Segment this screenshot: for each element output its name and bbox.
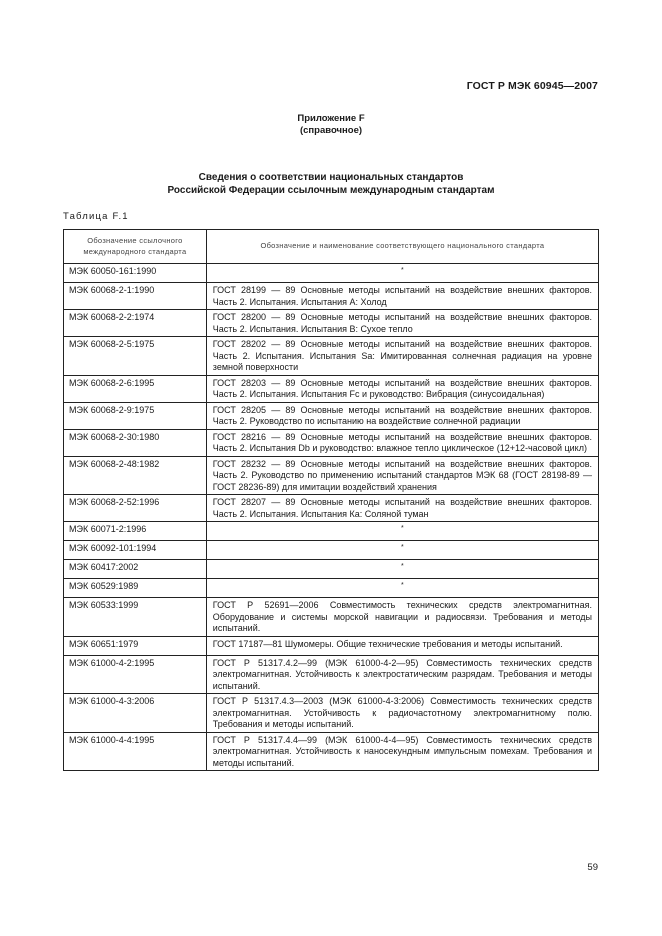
section-heading-line-2: Российской Федерации ссылочным международным стандартам [167,185,495,196]
table-row [64,694,599,733]
international-standard-cell: МЭК 61000-4-3:2006 [64,694,207,733]
international-standard-cell: МЭК 60068-2-5:1975 [64,337,207,376]
international-standard-cell: МЭК 60092-101:1994 [64,541,207,560]
international-standard-cell: МЭК 60068-2-30:1980 [64,429,207,456]
international-standard-cell: МЭК 60068-2-6:1995 [64,375,207,402]
international-standard-cell: МЭК 61000-4-2:1995 [64,655,207,694]
international-standard-cell: МЭК 60068-2-2:1974 [64,310,207,337]
international-standard-cell: МЭК 60651:1979 [64,636,207,655]
table-row [64,732,599,771]
national-standard-cell: ГОСТ 28203 — 89 Основные методы испытаний на воздействие внешних факторов. Часть 2. Испытания. Испытания Fc и руководство: Вибрация (синусоидальная) [206,375,598,402]
column-header-national: Обозначение и наименование соответствующего национального стандарта [206,230,598,264]
national-standard-cell: ГОСТ 28207 — 89 Основные методы испытаний на воздействие внешних факторов. Часть 2. Испытания. Испытания Ка: Соляной туман [206,495,598,522]
table-row [64,264,599,283]
table-row [64,495,599,522]
international-standard-cell: МЭК 60071-2:1996 [64,522,207,541]
national-standard-cell: * [206,522,598,541]
section-heading-line-1: Сведения о соответствии национальных стандартов [198,172,464,183]
table-row [64,456,599,495]
annex-heading [0,113,662,137]
international-standard-cell: МЭК 60529:1989 [64,579,207,598]
national-standard-cell: * [206,579,598,598]
international-standard-cell: МЭК 60050-161:1990 [64,264,207,283]
international-standard-cell: МЭК 61000-4-4:1995 [64,732,207,771]
table-caption: Таблица F.1 [63,211,129,222]
table-row [64,655,599,694]
table-body [64,264,599,771]
table-row [64,375,599,402]
table-row [64,429,599,456]
international-standard-cell: МЭК 60068-2-1:1990 [64,283,207,310]
table-row [64,598,599,637]
standards-correspondence-table [63,229,599,771]
annex-subtitle: (справочное) [299,125,363,136]
table-row [64,579,599,598]
national-standard-cell: ГОСТ Р 52691—2006 Совместимость технических средств электромагнитная. Оборудование и системы морской навигации и радиосвязи. Требования и методы испытаний. [206,598,598,637]
table-row [64,402,599,429]
table-row [64,560,599,579]
column-header-international: Обозначение ссылочного международного стандарта [64,230,207,264]
table-header-row [64,230,599,264]
international-standard-cell: МЭК 60068-2-48:1982 [64,456,207,495]
annex-title: Приложение F [297,113,365,124]
table-row [64,522,599,541]
international-standard-cell: МЭК 60533:1999 [64,598,207,637]
national-standard-cell: * [206,264,598,283]
international-standard-cell: МЭК 60068-2-52:1996 [64,495,207,522]
document-code: ГОСТ Р МЭК 60945—2007 [466,80,598,92]
international-standard-cell: МЭК 60068-2-9:1975 [64,402,207,429]
national-standard-cell: ГОСТ Р 51317.4.4—99 (МЭК 61000-4-4—95) Совместимость технических средств электромагнитная. Устойчивость к наносекундным импульсным помехам. Требования и методы испытаний. [206,732,598,771]
national-standard-cell: ГОСТ 28200 — 89 Основные методы испытаний на воздействие внешних факторов. Часть 2. Испытания. Испытания В: Сухое тепло [206,310,598,337]
page-number: 59 [587,862,598,873]
national-standard-cell: ГОСТ 28216 — 89 Основные методы испытаний на воздействие внешних факторов. Часть 2. Испытания Db и руководство: влажное тепло циклическое (12+12-часовой цикл) [206,429,598,456]
table-row [64,541,599,560]
section-heading [0,171,662,197]
national-standard-cell: ГОСТ 17187—81 Шумомеры. Общие технические требования и методы испытаний. [206,636,598,655]
national-standard-cell: * [206,541,598,560]
national-standard-cell: ГОСТ 28205 — 89 Основные методы испытаний на воздействие внешних факторов. Часть 2. Руководство по испытанию на воздействие солнечной радиации [206,402,598,429]
national-standard-cell: ГОСТ 28199 — 89 Основные методы испытаний на воздействие внешних факторов. Часть 2. Испытания. Испытания А: Холод [206,283,598,310]
table-row [64,283,599,310]
table-row [64,310,599,337]
national-standard-cell: ГОСТ Р 51317.4.2—99 (МЭК 61000-4-2—95) Совместимость технических средств электромагнитная. Устойчивость к электростатическим разрядам. Требования и методы испытаний. [206,655,598,694]
national-standard-cell: ГОСТ Р 51317.4.3—2003 (МЭК 61000-4-3:2006) Совместимость технических средств электромагнитная. Устойчивость к радиочастотному электромагнитному полю. Требования и методы испытаний. [206,694,598,733]
international-standard-cell: МЭК 60417:2002 [64,560,207,579]
table-row [64,337,599,376]
national-standard-cell: ГОСТ 28202 — 89 Основные методы испытаний на воздействие внешних факторов. Часть 2. Испытания. Испытания Sa: Имитированная солнечная радиация на уровне земной поверхности [206,337,598,376]
table-row [64,636,599,655]
national-standard-cell: * [206,560,598,579]
national-standard-cell: ГОСТ 28232 — 89 Основные методы испытаний на воздействие внешних факторов. Часть 2. Руководство по применению испытаний стандартов МЭК 68 (ГОСТ 28198-89 — ГОСТ 28236-89) для имитации воздействий хранения [206,456,598,495]
